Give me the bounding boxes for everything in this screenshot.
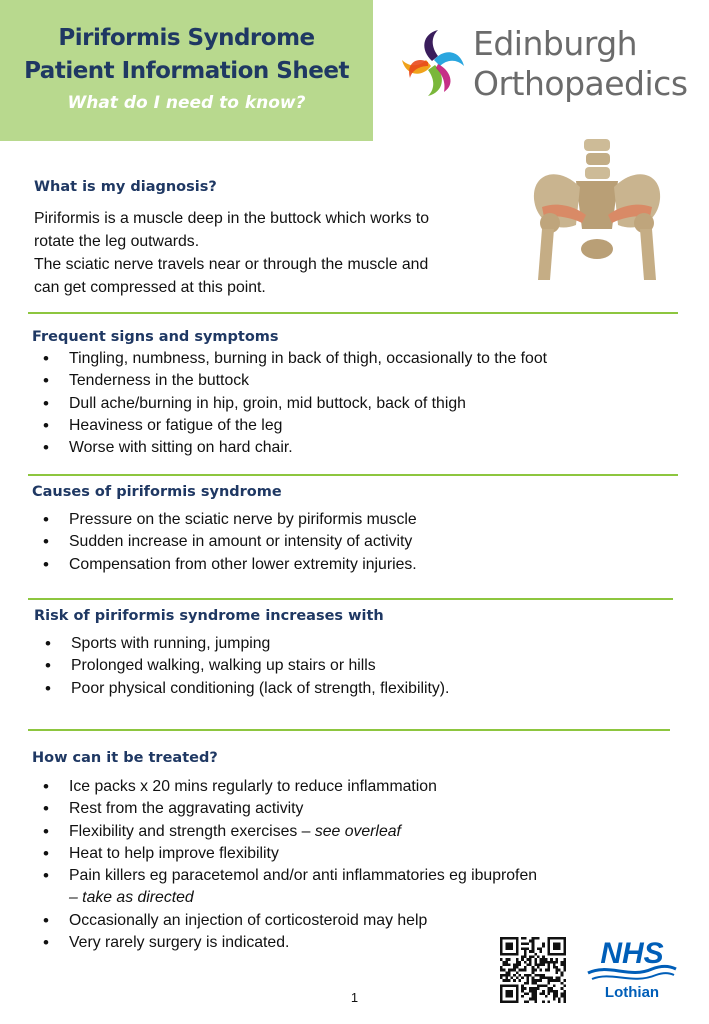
treatment-section (32, 750, 537, 954)
pinwheel-logo-icon (398, 26, 468, 100)
diagnosis-heading: What is my diagnosis? (34, 179, 217, 195)
divider (28, 729, 670, 731)
edinburgh-orthopaedics-logo (398, 22, 688, 102)
document-title-line-1: Piriformis Syndrome (58, 25, 315, 51)
list-item: • Sports with running, jumping (34, 633, 449, 655)
list-item: • Poor physical conditioning (lack of strength, flexibility). (34, 678, 449, 700)
nhs-label: NHS (600, 937, 664, 970)
list-item (32, 865, 537, 910)
list-item-text: Flexibility and strength exercises – (69, 822, 315, 840)
pelvis-illustration (528, 137, 666, 282)
list-item: • Prolonged walking, walking up stairs or hills (34, 655, 449, 677)
list-item: • Tingling, numbness, burning in back of thigh, occasionally to the foot (32, 348, 547, 370)
causes-section (32, 484, 417, 576)
divider (28, 312, 678, 314)
diagnosis-section (34, 179, 429, 299)
list-item: • Heaviness or fatigue of the leg (32, 415, 547, 437)
list-item: • Ice packs x 20 mins regularly to reduce inflammation (32, 776, 537, 798)
list-item: • Very rarely surgery is indicated. (32, 932, 537, 954)
treatment-list (32, 776, 537, 954)
title-banner (0, 0, 373, 141)
logo-wordmark (473, 24, 688, 104)
list-item: • Sudden increase in amount or intensity of activity (32, 531, 417, 553)
risk-section (34, 608, 449, 700)
symptoms-list (32, 348, 547, 459)
diagnosis-line: The sciatic nerve travels near or through the muscle and (34, 256, 429, 273)
list-item: • Dull ache/burning in hip, groin, mid buttock, back of thigh (32, 393, 547, 415)
list-item: • Compensation from other lower extremity injuries. (32, 554, 417, 576)
list-item (32, 821, 537, 843)
causes-heading: Causes of piriformis syndrome (32, 484, 282, 500)
divider (28, 474, 678, 476)
divider (28, 598, 673, 600)
list-item-emphasis: see overleaf (314, 822, 401, 840)
document-title-line-2: Patient Information Sheet (24, 58, 349, 84)
diagnosis-line: Piriformis is a muscle deep in the buttock which works to (34, 210, 430, 227)
list-item: • Occasionally an injection of corticosteroid may help (32, 910, 537, 932)
list-item-emphasis: – take as directed (69, 889, 194, 907)
treatment-heading: How can it be treated? (32, 750, 218, 766)
symptoms-heading: Frequent signs and symptoms (32, 329, 279, 345)
diagnosis-text (34, 207, 429, 299)
list-item: • Heat to help improve flexibility (32, 843, 537, 865)
diagnosis-line: rotate the leg outwards. (34, 233, 200, 250)
risk-heading: Risk of piriformis syndrome increases with (34, 608, 384, 624)
list-item: • Worse with sitting on hard chair. (32, 437, 547, 459)
page-number: 1 (350, 990, 359, 1005)
list-item-text: Pain killers eg paracetemol and/or anti inflammatories eg ibuprofen (69, 867, 538, 885)
logo-line-2: Orthopaedics (473, 64, 688, 103)
symptoms-section (32, 329, 547, 459)
logo-line-1: Edinburgh (473, 24, 638, 63)
causes-list (32, 509, 417, 576)
list-item: • Rest from the aggravating activity (32, 798, 537, 820)
document-subtitle: What do I need to know? (67, 93, 306, 113)
list-item: • Tenderness in the buttock (32, 370, 547, 392)
risk-list (34, 633, 449, 700)
diagnosis-line: can get compressed at this point. (34, 279, 266, 296)
list-item: • Pressure on the sciatic nerve by piriformis muscle (32, 509, 417, 531)
nhs-region-label: Lothian (604, 984, 660, 1001)
